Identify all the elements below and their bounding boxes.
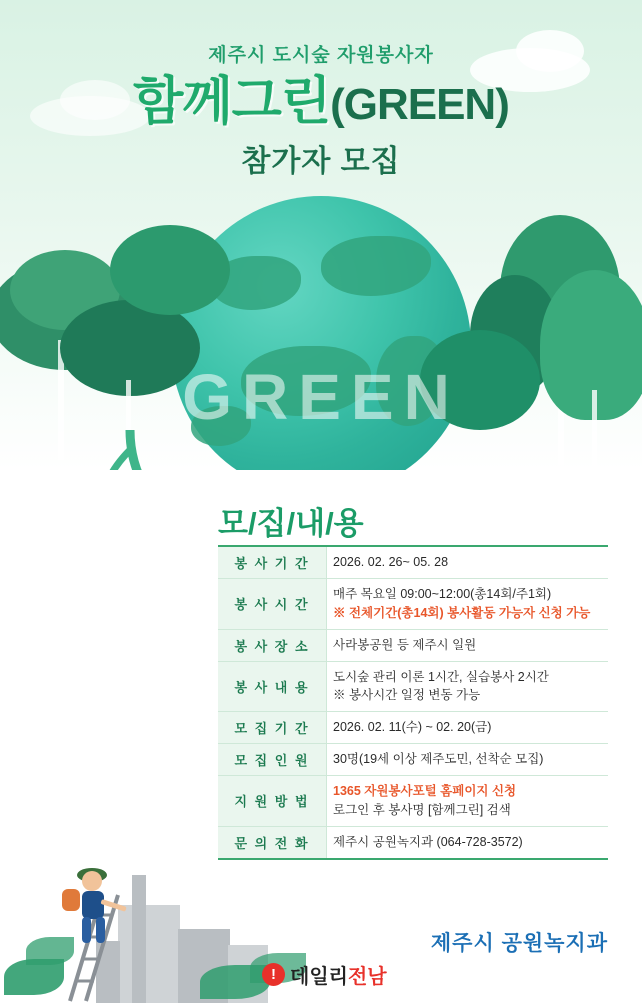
value-line: 도시숲 관리 이론 1시간, 실습봉사 2시간	[333, 669, 549, 684]
row-value	[327, 826, 609, 859]
value-line: 2026. 02. 11(수) ~ 02. 20(금)	[333, 720, 492, 735]
globe-landmass	[321, 236, 431, 296]
row-value	[327, 546, 609, 579]
logo-text-red: 전남	[347, 966, 387, 988]
logo-mark-icon: !	[262, 963, 285, 986]
row-value	[327, 661, 609, 712]
logo-text	[290, 960, 387, 989]
row-label: 봉 사 내 용	[218, 661, 327, 712]
row-label: 봉 사 장 소	[218, 629, 327, 661]
row-label: 모 집 기 간	[218, 712, 327, 744]
header-title-english: (GREEN)	[330, 80, 509, 129]
publisher-logo	[262, 960, 387, 989]
table-row	[218, 546, 608, 579]
row-label: 지 원 방 법	[218, 776, 327, 827]
value-line: 매주 목요일 09:00~12:00(총14회/주1회)	[333, 587, 552, 601]
header-subtitle: 참가자 모집	[241, 144, 401, 178]
table-row	[218, 579, 608, 630]
value-line: 30명(19세 이상 제주도민, 선착순 모집)	[333, 752, 544, 767]
value-line: 제주시 공원녹지과 (064-728-3572)	[333, 834, 523, 849]
row-label: 봉 사 기 간	[218, 546, 327, 579]
value-line-note: ※ 봉사시간 일정 변동 가능	[333, 688, 481, 703]
value-line-highlight: 1365 자원봉사포털 홈페이지 신청	[333, 784, 517, 798]
table-row	[218, 712, 608, 744]
poster-header	[0, 40, 642, 180]
table-row	[218, 661, 608, 712]
globe-watermark-text: GREEN	[182, 361, 460, 433]
row-value	[327, 579, 609, 630]
worker-illustration	[52, 859, 138, 955]
value-line: 로그인 후 봉사명 [함께그린] 검색	[333, 802, 511, 817]
tree-cluster-mid	[110, 225, 230, 345]
row-value	[327, 712, 609, 744]
header-title-korean: 함께그린	[133, 73, 331, 131]
row-value	[327, 776, 609, 827]
table-row	[218, 629, 608, 661]
header-eyebrow: 제주시 도시숲 자원봉사자	[208, 45, 434, 66]
recruitment-info-table	[218, 545, 608, 860]
section-title: 모/집/내/용	[218, 506, 364, 541]
logo-text-black: 데일리	[290, 966, 348, 988]
table-row	[218, 776, 608, 827]
table-row	[218, 744, 608, 776]
row-value	[327, 744, 609, 776]
row-label: 봉 사 시 간	[218, 579, 327, 630]
row-value	[327, 629, 609, 661]
header-title	[0, 75, 642, 130]
value-line-note: ※ 전체기간(총14회) 봉사활동 가능자 신청 가능	[333, 605, 591, 620]
row-label: 모 집 인 원	[218, 744, 327, 776]
value-line: 2026. 02. 26~ 05. 28	[333, 555, 449, 570]
row-label: 문 의 전 화	[218, 826, 327, 859]
value-line: 사라봉공원 등 제주시 일원	[333, 637, 477, 652]
footer-organization: 제주시 공원녹지과	[430, 932, 608, 955]
